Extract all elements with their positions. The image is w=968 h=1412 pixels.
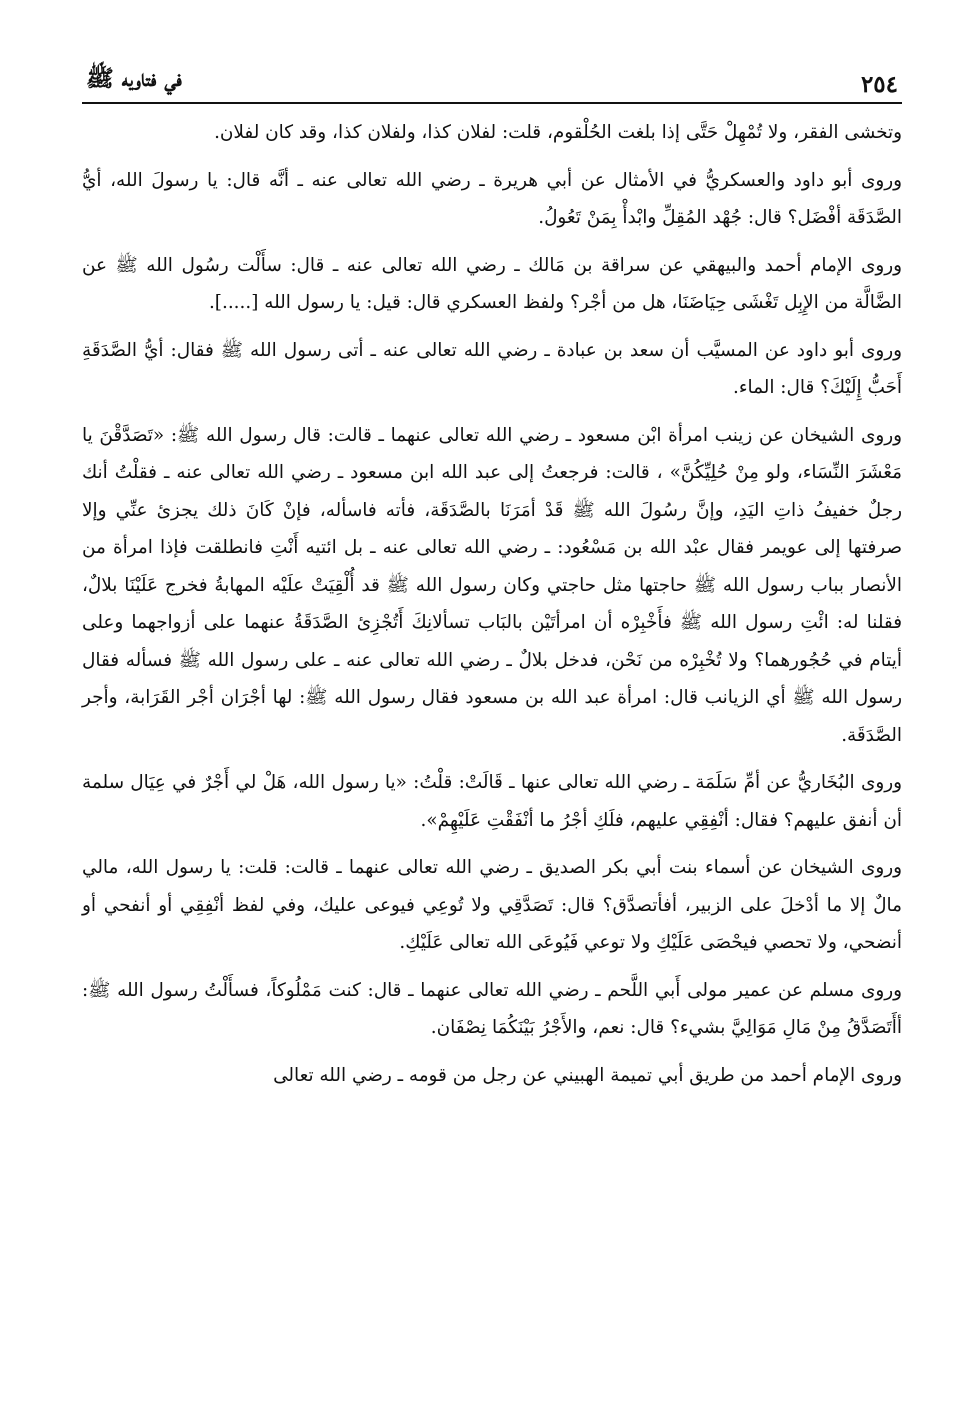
paragraph: وروى الشيخان عن زينب امرأة ابْن مسعود ـ رضي الله تعالى عنهما ـ قالت: قال رسول الله ﷺ: «تَصَدَّقْنَ يا مَعْشَرَ النِّسَاء، ولو مِنْ حُلِيِّكُنَّ» ، قالت: فرجعتُ إلى عبد الله ابن مسعود ـ رضي الله تعالى عنه ـ فقلْتُ أنك رجلٌ خفيفُ ذاتِ اليَدِ، وإنَّ رسُولَ الله ﷺ قَدْ أمَرَنَا بالصَّدَقَة، فأته فاسأله، فإنْ كَانَ ذلك يجزئ عنِّي وإلا صرفتها إلى عويمر فقال عبْد الله بن مَسْعُود: ـ رضي الله تعالى عنه ـ بل ائتيه أَنْتِ فانطلقت فإذا امرأة من الأنصار بباب رسول الله ﷺ حاجتها مثل حاجتي وكان رسول الله ﷺ قد أُلْقِيَتْ علَيْه المهابةُ فخرج عَلَيْنَا بلالٌ، فقلنا له: ائْتِ رسول الله ﷺ فأَخْبِرْه أن امرأتَيْن بالبَاب تسألانِكَ أَتُجْزِئ الصَّدَقَةُ عنهما على أزواجهما وعلى أيتام في حُجُورهما؟ ولا تُخْبِرْه من نَحْن، فدخل بلالٌ ـ رضي الله تعالى عنه ـ على رسول الله ﷺ فسأله فقال رسول الله ﷺ أي الزيانب قال: امرأة عبد الله بن مسعود فقال رسول الله ﷺ: لها أجْرَان أجْر القَرَابة، وأجر الصَّدَقَة. <box>82 424 902 746</box>
paragraph: وتخشى الفقر، ولا تُمْهِلْ حَتَّى إذا بلغت الحُلْقوم، قلت: لفلان كذا، ولفلان كذا، وقد كان لفلان. <box>214 122 902 143</box>
paragraph: وروى الإمام أحمد والبيهقي عن سراقة بن مَالك ـ رضي الله تعالى عنه ـ قال: سأَلْت رسُول الله ﷺ عن الضَّالَّة من الإِبِل تَغْشَى حِيَاضَنَا، هل من أجْر؟ ولفظ العسكري قال: قيل: يا رسول الله [.....]. <box>82 254 902 313</box>
paragraph: وروى أبو داود عن المسيَّب أن سعد بن عبادة ـ رضي الله تعالى عنه ـ أتى رسول الله ﷺ فقال: أيُّ الصَّدَقَةِ أَحَبُّ إِلَيْكَ؟ قال: الماء. <box>82 339 902 398</box>
book-page <box>82 52 902 1104</box>
running-title: في فتاويه ﷺ <box>86 65 182 92</box>
paragraph: وروى البُخَاريُّ عن أمِّ سَلَمَة ـ رضي الله تعالى عنها ـ قَالَتْ: قلْتُ: «يا رسول الله، هَلْ لي أَجْرٌ في عِيَال سلمة أن أنفق عليهم؟ فقال: أنْفِقِي عليهم، فلَكِ أجْرُ ما أنْفَقْتِ عَلَيْهِمْ». <box>82 772 902 831</box>
page-body <box>82 114 902 1094</box>
paragraph: وروى مسلم عن عمير مولى أَبي اللَّحم ـ رضي الله تعالى عنهما ـ قال: كنت مَمْلُوكاً، فسأَلْتُ رسول الله ﷺ: أأَتَصَدَّقُ مِنْ مَالِ مَوَالِيَّ بشيء؟ قال: نعم، والأَجْرُ بَيْنَكُمَا نِصْفَان. <box>82 979 902 1038</box>
page-number: ٢٥٤ <box>860 71 898 98</box>
paragraph: وروى الشيخان عن أسماء بنت أبي بكر الصديق ـ رضي الله تعالى عنهما ـ قالت: قلت: يا رسول الله، مالي مالٌ إلا ما أدْخلَ على الزبير، أفأتصدَّق؟ قال: تَصَدَّقِي ولا تُوعِي فيوعى عليك، وفي لفظ أنْفِقِي أو أنفحي أو أنضحي، ولا تحصي فيحْصَى عَلَيْكِ ولا توعي فَيُوعَى الله تعالى عَلَيْكِ. <box>82 857 902 953</box>
header-divider <box>82 102 902 104</box>
paragraph: وروى أبو داود والعسكريُّ في الأمثال عن أبي هريرة ـ رضي الله تعالى عنه ـ أنَّه قال: يا رسولَ الله، أيُّ الصَّدَقَة أفْضَل؟ قال: جُهْد المُقِلِّ وابْدأْ بِمَنْ تَعُولُ. <box>82 169 902 228</box>
paragraph: وروى الإمام أحمد من طريق أبي تميمة الهبيني عن رجل من قومه ـ رضي الله تعالى <box>273 1064 902 1086</box>
page-header <box>82 52 902 98</box>
